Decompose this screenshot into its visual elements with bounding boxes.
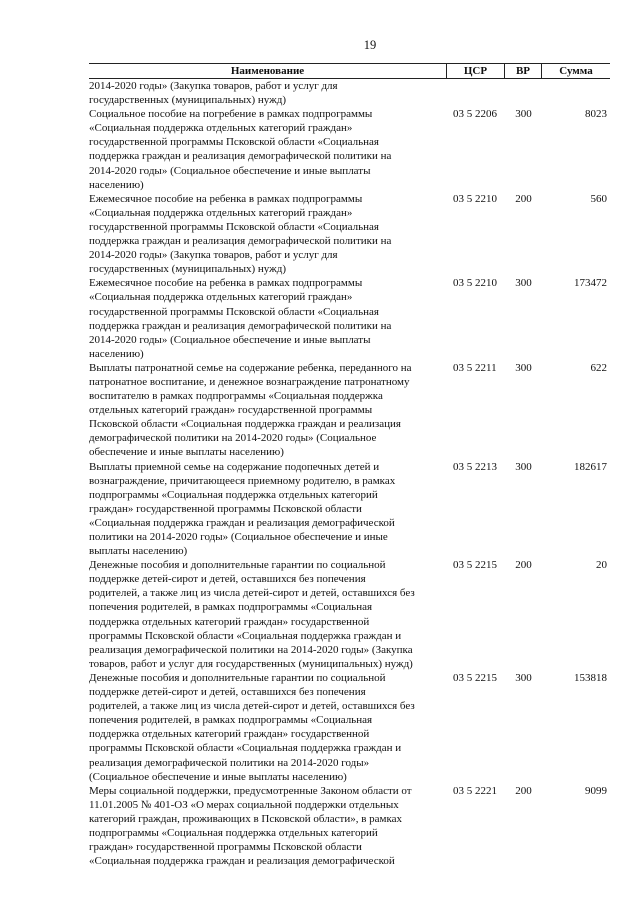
row-csr-cell: 03 5 2215 — [453, 671, 497, 684]
row-name-line: «Социальная поддержка граждан и реализация демографической — [89, 516, 395, 529]
row-name-line: (Социальное обеспечение и иные выплаты населению) — [89, 770, 347, 783]
row-sum-cell: 8023 — [585, 108, 607, 121]
budget-table — [89, 63, 610, 868]
row-name-line: вознаграждение, причитающееся приемному родителю, в рамках — [89, 474, 396, 487]
row-sum-cell: 622 — [590, 361, 607, 374]
row-name-cell — [89, 107, 447, 192]
row-name-line: государственной программы Псковской области «Социальная — [89, 220, 379, 233]
row-name-cell — [89, 192, 447, 277]
row-name-line: реализация демографической политики на 2014-2020 годы» (Закупка — [89, 643, 413, 656]
row-name-line: 2014-2020 годы» (Закупка товаров, работ и услуг для — [89, 80, 338, 92]
row-name-line: поддержке детей-сирот и детей, оставшихся без попечения — [89, 573, 366, 586]
row-name-line: родителей, а также лиц из числа детей-сирот и детей, оставшихся без — [89, 700, 415, 713]
row-name-line: поддержка граждан и реализация демографической политики на — [89, 319, 392, 332]
row-csr-cell: 03 5 2213 — [453, 460, 497, 473]
row-sum-cell: 560 — [590, 192, 607, 205]
header-sum: Сумма — [559, 65, 593, 77]
table-body — [89, 79, 610, 868]
row-name-line: «Социальная поддержка отдельных категорий граждан» — [89, 122, 353, 135]
row-name-line: «Социальная поддержка отдельных категорий граждан» — [89, 206, 353, 219]
row-name-line: политики на 2014-2020 годы» (Социальное обеспечение и иные — [89, 531, 388, 543]
table-row — [89, 107, 610, 192]
row-name-line: Социальное пособие на погребение в рамках подпрограммы — [89, 108, 373, 121]
row-name-cell — [89, 276, 447, 361]
row-name-line: отдельных категорий граждан» государственной программы — [89, 404, 373, 417]
row-name-line: родителей, а также лиц из числа детей-сирот и детей, оставшихся без — [89, 587, 415, 600]
row-vr-cell — [505, 79, 542, 107]
row-name-cell — [89, 79, 447, 107]
row-name-cell — [89, 671, 447, 784]
row-name-line: демографической политики на 2014-2020 годы» (Социальное — [89, 432, 377, 445]
row-name-line: программы Псковской области «Социальная поддержка граждан и — [89, 629, 402, 642]
table-row — [89, 79, 610, 107]
row-name-line: Денежные пособия и дополнительные гарантии по социальной — [89, 671, 386, 684]
row-csr-cell: 03 5 2215 — [453, 559, 497, 572]
row-name-line: «Социальная поддержка отдельных категорий граждан» — [89, 291, 353, 304]
row-csr-cell: 03 5 2221 — [453, 784, 497, 797]
row-name-line: поддержке детей-сирот и детей, оставшихся без попечения — [89, 686, 366, 699]
row-name-line: попечения родителей, в рамках подпрограммы «Социальная — [89, 714, 373, 727]
row-sum-cell: 153818 — [574, 671, 607, 684]
table-row — [89, 671, 610, 784]
row-name-line: Ежемесячное пособие на ребенка в рамках подпрограммы — [89, 192, 363, 205]
row-name-line: Меры социальной поддержки, предусмотренные Законом области от — [89, 784, 412, 797]
header-csr: ЦСР — [447, 64, 505, 78]
row-name-line: поддержка граждан и реализация демографической политики на — [89, 150, 392, 163]
row-name-line: граждан» государственной программы Псковской области — [89, 502, 362, 515]
row-name-line: государственной программы Псковской области «Социальная — [89, 136, 379, 149]
row-name-line: Псковской области «Социальная поддержка граждан и реализация — [89, 418, 401, 431]
row-name-line: государственной программы Псковской области «Социальная — [89, 305, 379, 318]
row-name-line: населению) — [89, 347, 144, 360]
row-name-line: выплаты населению) — [89, 545, 188, 558]
row-sum-cell: 20 — [596, 559, 607, 572]
row-name-line: попечения родителей, в рамках подпрограммы «Социальная — [89, 601, 373, 614]
row-vr-cell: 200 — [515, 192, 532, 205]
row-csr-cell: 03 5 2211 — [453, 361, 497, 374]
table-row — [89, 784, 610, 869]
row-name-line: подпрограммы «Социальная поддержка отдельных категорий — [89, 488, 378, 501]
table-row — [89, 558, 610, 671]
row-csr-cell: 03 5 2206 — [453, 108, 497, 121]
row-name-line: Выплаты приемной семье на содержание подопечных детей и — [89, 460, 380, 473]
row-name-line: государственных (муниципальных) нужд) — [89, 94, 286, 107]
table-row — [89, 192, 610, 277]
row-csr-cell: 03 5 2210 — [453, 277, 497, 290]
row-vr-cell: 200 — [515, 784, 532, 797]
row-name-line: патронатное воспитание, и денежное вознаграждение патронатному — [89, 375, 410, 388]
row-vr-cell: 300 — [515, 361, 532, 374]
row-name-cell — [89, 784, 447, 869]
row-name-line: граждан» государственной программы Псковской области — [89, 841, 362, 854]
row-vr-cell: 300 — [515, 108, 532, 121]
row-name-line: реализация демографической политики на 2014-2020 годы» — [89, 756, 370, 769]
row-sum-cell — [542, 79, 610, 107]
row-name-line: Денежные пособия и дополнительные гарантии по социальной — [89, 559, 386, 572]
row-name-line: населению) — [89, 178, 144, 191]
row-name-line: Ежемесячное пособие на ребенка в рамках подпрограммы — [89, 277, 363, 290]
row-csr-cell — [447, 79, 505, 107]
header-vr: ВР — [505, 64, 542, 78]
row-name-line: товаров, работ и услуг для государственных (муниципальных) нужд) — [89, 657, 413, 670]
row-name-line: 2014-2020 годы» (Закупка товаров, работ и услуг для — [89, 249, 338, 262]
row-name-line: поддержка отдельных категорий граждан» государственной — [89, 615, 370, 628]
row-name-line: 2014-2020 годы» (Социальное обеспечение и иные выплаты — [89, 333, 371, 346]
row-name-line: государственных (муниципальных) нужд) — [89, 263, 286, 276]
page-number: 19 — [363, 38, 377, 52]
table-row — [89, 276, 610, 361]
row-vr-cell: 200 — [515, 559, 532, 572]
header-name: Наименование — [89, 64, 447, 78]
row-name-line: 11.01.2005 № 401-ОЗ «О мерах социальной поддержки отдельных — [89, 798, 399, 811]
row-sum-cell: 182617 — [574, 460, 607, 473]
row-name-line: поддержка отдельных категорий граждан» государственной — [89, 728, 370, 741]
row-name-line: воспитателю в рамках подпрограммы «Социальная поддержка — [89, 390, 383, 403]
row-name-line: обеспечение и иные выплаты населению) — [89, 446, 284, 459]
row-name-line: категорий граждан, проживающих в Псковской области», в рамках — [89, 812, 403, 825]
row-csr-cell: 03 5 2210 — [453, 192, 497, 205]
table-row — [89, 460, 610, 559]
row-name-line: 2014-2020 годы» (Социальное обеспечение и иные выплаты — [89, 164, 371, 177]
row-vr-cell: 300 — [515, 671, 532, 684]
row-sum-cell: 173472 — [574, 277, 607, 290]
row-sum-cell: 9099 — [585, 784, 607, 797]
row-name-line: программы Псковской области «Социальная поддержка граждан и — [89, 742, 402, 755]
row-vr-cell: 300 — [515, 277, 532, 290]
row-name-line: «Социальная поддержка граждан и реализация демографической — [89, 855, 395, 868]
table-header — [89, 63, 610, 79]
row-name-line: подпрограммы «Социальная поддержка отдельных категорий — [89, 826, 378, 839]
row-name-cell — [89, 361, 447, 460]
row-name-line: Выплаты патронатной семье на содержание ребенка, переданного на — [89, 361, 412, 374]
row-vr-cell: 300 — [515, 460, 532, 473]
row-name-cell — [89, 460, 447, 559]
row-name-cell — [89, 558, 447, 671]
table-row — [89, 361, 610, 460]
row-name-line: поддержка граждан и реализация демографической политики на — [89, 235, 392, 248]
